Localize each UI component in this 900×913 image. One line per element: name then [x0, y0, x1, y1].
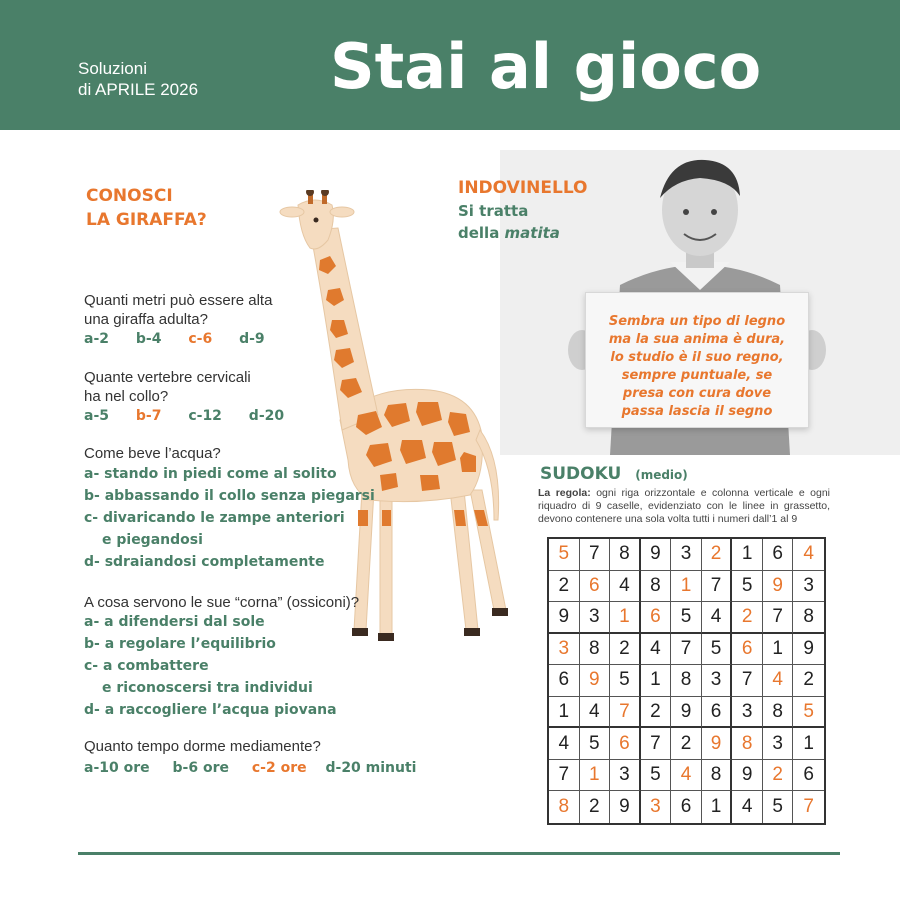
sudoku-cell: 3 [702, 665, 733, 697]
question-1 [84, 291, 272, 329]
riddle-answer-prefix: della [458, 224, 505, 242]
sudoku-cell: 2 [763, 760, 794, 792]
sudoku-cell: 8 [641, 571, 672, 603]
sudoku-cell: 3 [580, 602, 611, 634]
question-1-line1: Quanti metri può essere alta [84, 292, 273, 309]
question-2-line1: Quante vertebre cervicali [84, 369, 251, 386]
q3-option-d: d- sdraiandosi completamente [84, 554, 325, 570]
riddle-sign [585, 292, 809, 428]
sudoku-cell: 5 [580, 728, 611, 760]
sudoku-cell: 1 [702, 791, 733, 823]
sudoku-cell: 2 [580, 791, 611, 823]
sudoku-cell: 4 [671, 760, 702, 792]
sudoku-cell: 1 [641, 665, 672, 697]
header-subtitle-line2: di APRILE 2026 [78, 80, 199, 99]
sudoku-cell: 7 [763, 602, 794, 634]
sudoku-cell: 9 [702, 728, 733, 760]
q1-option-c: c-6 [188, 331, 213, 347]
sudoku-cell: 5 [702, 634, 733, 666]
sudoku-title-text: SUDOKU [540, 464, 622, 484]
q5-option-b: b-6 ore [172, 760, 229, 776]
question-4: A cosa servono le sue “corna” (ossiconi)? [84, 594, 360, 611]
q5-option-d: d-20 minuti [325, 760, 417, 776]
question-1-line2: una giraffa adulta? [84, 311, 208, 328]
riddle-answer-word: matita [504, 224, 560, 242]
sudoku-cell: 2 [793, 665, 824, 697]
question-2-line2: ha nel collo? [84, 388, 169, 405]
sudoku-cell: 8 [610, 539, 641, 571]
sudoku-cell: 1 [763, 634, 794, 666]
q4-option-b: b- a regolare l’equilibrio [84, 636, 276, 652]
sudoku-cell: 6 [793, 760, 824, 792]
sudoku-cell: 2 [549, 571, 580, 603]
sudoku-cell: 6 [580, 571, 611, 603]
footer-divider [78, 852, 840, 855]
sudoku-cell: 5 [641, 760, 672, 792]
question-3: Come beve l’acqua? [84, 445, 221, 462]
sudoku-cell: 4 [641, 634, 672, 666]
header-subtitle-line1: Soluzioni [78, 59, 147, 78]
sudoku-cell: 6 [671, 791, 702, 823]
q4-option-c: c- a combattere [84, 658, 209, 674]
sudoku-cell: 9 [549, 602, 580, 634]
sudoku-cell: 6 [610, 728, 641, 760]
sudoku-cell: 8 [732, 728, 763, 760]
sudoku-cell: 2 [671, 728, 702, 760]
q3-option-b: b- abbassando il collo senza piegarsi [84, 488, 375, 504]
sudoku-cell: 7 [803, 796, 814, 818]
sudoku-cell: 7 [549, 760, 580, 792]
sudoku-cell: 2 [702, 539, 733, 571]
sudoku-cell: 4 [732, 791, 763, 823]
sudoku-cell: 9 [763, 571, 794, 603]
sudoku-cell: 8 [671, 665, 702, 697]
sudoku-cell: 9 [641, 539, 672, 571]
q5-option-c: c-2 ore [251, 760, 307, 776]
riddle-answer-line2 [458, 222, 560, 244]
sudoku-cell: 7 [732, 665, 763, 697]
sudoku-cell: 9 [732, 760, 763, 792]
sudoku-cell: 1 [580, 760, 611, 792]
sudoku-cell: 3 [610, 760, 641, 792]
sudoku-cell: 4 [580, 697, 611, 729]
riddle-text [586, 313, 808, 421]
sudoku-cell: 4 [549, 728, 580, 760]
q2-option-b: b-7 [135, 408, 162, 424]
sudoku-cell: 6 [641, 602, 672, 634]
q2-option-d: d-20 [248, 408, 285, 424]
sudoku-rule [538, 487, 830, 526]
sudoku-rule-label: La regola: [538, 487, 591, 499]
sudoku-cell: 5 [610, 665, 641, 697]
sudoku-cell: 3 [549, 634, 580, 666]
sudoku-cell: 9 [580, 665, 611, 697]
sudoku-cell: 1 [610, 602, 641, 634]
sudoku-cell: 5 [671, 602, 702, 634]
sudoku-cell: 9 [793, 634, 824, 666]
sudoku-cell: 3 [671, 539, 702, 571]
sudoku-cell: 5 [732, 571, 763, 603]
sudoku-cell: 5 [763, 791, 794, 823]
q3-option-a: a- stando in piedi come al solito [84, 466, 337, 482]
sudoku-cell: 2 [610, 634, 641, 666]
sudoku-cell: 2 [732, 602, 763, 634]
question-5-options [84, 760, 438, 776]
sudoku-cell: 7 [580, 539, 611, 571]
q2-option-c: c-12 [188, 408, 222, 424]
giraffe-illustration [270, 190, 520, 650]
sudoku-cell: 5 [549, 539, 580, 571]
question-1-options [84, 331, 287, 347]
sudoku-cell: 5 [793, 697, 824, 729]
sudoku-cell: 2 [641, 697, 672, 729]
q5-option-a: a-10 ore [84, 760, 150, 776]
sudoku-grid [547, 537, 826, 825]
sudoku-cell: 6 [763, 539, 794, 571]
sudoku-cell: 7 [671, 634, 702, 666]
question-2-options [84, 408, 306, 424]
giraffe-title-line2: LA GIRAFFA? [86, 210, 207, 230]
riddle-line-5: presa con cura dove [622, 386, 772, 401]
riddle-answer [458, 200, 560, 244]
sudoku-cell: 3 [763, 728, 794, 760]
giraffe-title-line1: CONOSCI [86, 186, 173, 206]
q3-option-c-cont: e piegandosi [102, 532, 203, 548]
sudoku-cell: 3 [793, 571, 824, 603]
sudoku-cell: 1 [793, 728, 824, 760]
sudoku-cell: 8 [702, 760, 733, 792]
q1-option-d: d-9 [239, 331, 265, 347]
sudoku-title [540, 462, 688, 487]
sudoku-cell: 6 [702, 697, 733, 729]
sudoku-rule-text: ogni riga orizzontale e colonna verticale e ogni riquadro di 9 caselle, evidenziato con le linee in grassetto, devono contenere una sola volta tutti i numeri dall’1 al 9 [538, 487, 830, 525]
sudoku-cell: 8 [793, 602, 824, 634]
question-2 [84, 368, 251, 406]
sudoku-cell: 6 [732, 634, 763, 666]
riddle-line-2: ma la sua anima è dura, [608, 332, 786, 347]
q1-option-b: b-4 [135, 331, 162, 347]
q3-option-c: c- divaricando le zampe anteriori [84, 510, 345, 526]
page-title: Stai al gioco [330, 30, 762, 103]
sudoku-cell: 8 [763, 697, 794, 729]
header-banner [0, 0, 900, 130]
q4-option-c-cont: e riconoscersi tra individui [102, 680, 313, 696]
riddle-line-1: Sembra un tipo di legno [608, 314, 786, 329]
q2-option-a: a-5 [84, 408, 109, 424]
sudoku-cell: 4 [763, 665, 794, 697]
sudoku-cell: 1 [732, 539, 763, 571]
giraffe-section-title [86, 184, 207, 232]
sudoku-cell: 1 [549, 697, 580, 729]
riddle-line-6: passa lascia il segno [621, 404, 773, 419]
sudoku-cell: 4 [702, 602, 733, 634]
riddle-title: INDOVINELLO [458, 178, 588, 198]
sudoku-cell: 3 [641, 791, 672, 823]
sudoku-cell: 8 [580, 634, 611, 666]
q1-option-a: a-2 [84, 331, 109, 347]
question-5: Quanto tempo dorme mediamente? [84, 738, 321, 755]
sudoku-cell: 7 [610, 697, 641, 729]
sudoku-cell: 4 [610, 571, 641, 603]
sudoku-cell: 8 [549, 791, 580, 823]
riddle-line-3: lo studio è il suo regno, [610, 350, 784, 365]
header-subtitle [78, 58, 198, 100]
sudoku-cell: 6 [549, 665, 580, 697]
sudoku-cell: 4 [793, 539, 824, 571]
riddle-answer-line1: Si tratta [458, 202, 529, 220]
sudoku-cell: 1 [671, 571, 702, 603]
riddle-line-4: sempre puntuale, se [621, 368, 773, 383]
sudoku-cell: 7 [641, 728, 672, 760]
sudoku-cell: 9 [671, 697, 702, 729]
q4-option-a: a- a difendersi dal sole [84, 614, 265, 630]
sudoku-cell: 9 [610, 791, 641, 823]
sudoku-cell: 7 [702, 571, 733, 603]
q4-option-d: d- a raccogliere l’acqua piovana [84, 702, 337, 718]
sudoku-cell: 3 [732, 697, 763, 729]
sudoku-level: (medio) [635, 468, 688, 482]
